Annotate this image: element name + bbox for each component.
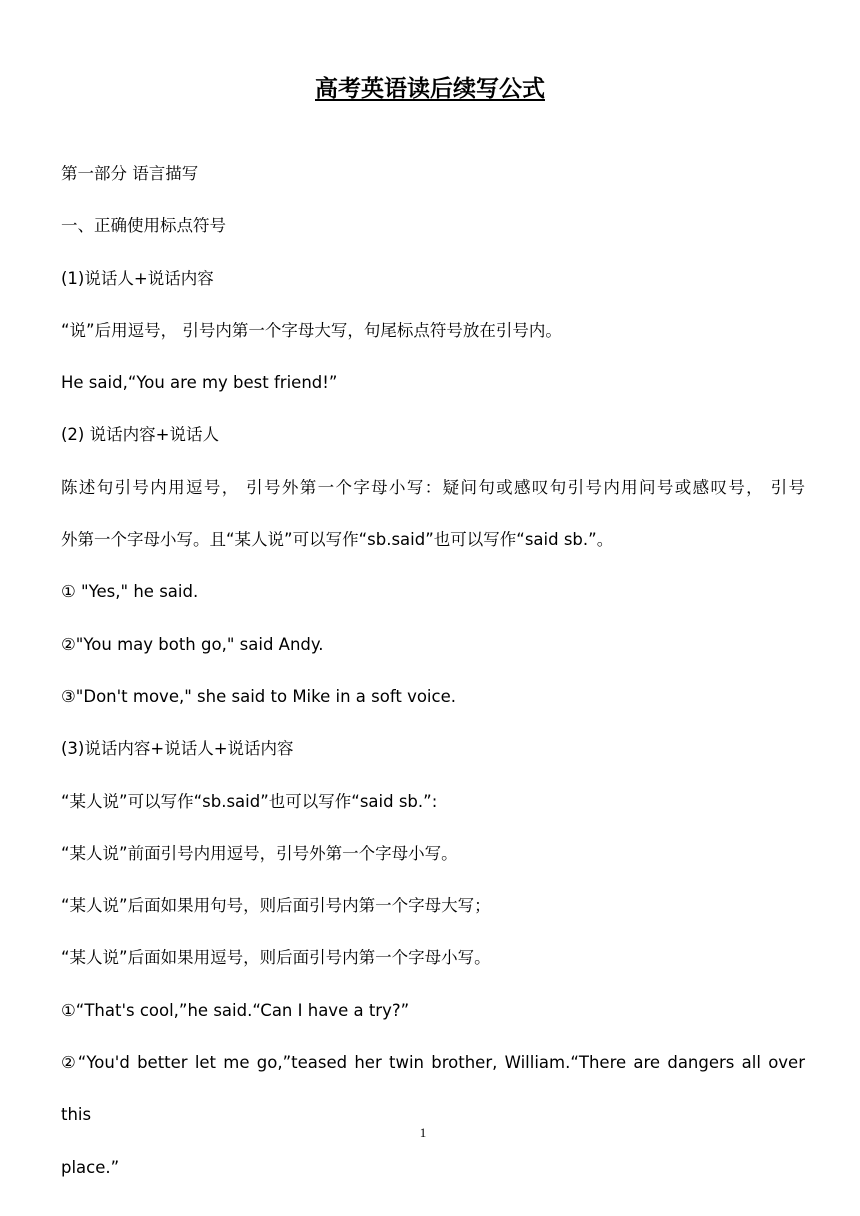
example-line: ①“That's cool,”he said.“Can I have a try?” bbox=[61, 1000, 410, 1020]
rule-text: 外第一个字母小写。且“某人说”可以写作“sb.said”也可以写作“said sb.”。 bbox=[61, 530, 614, 550]
document-body bbox=[61, 148, 805, 1194]
rule-text: “某人说”后面如果用逗号，则后面引号内第一个字母小写。 bbox=[61, 948, 491, 968]
subsection-heading: 一、正确使用标点符号 bbox=[61, 216, 226, 236]
rule-text: “某人说”可以写作“sb.said”也可以写作“said sb.”: bbox=[61, 791, 438, 811]
example-line: ②"You may both go," said Andy. bbox=[61, 634, 324, 654]
rule-text: 陈述句引号内用逗号， 引号外第一个字母小写：疑问句或感叹句引号内用问号或感叹号， 引号 bbox=[61, 477, 805, 497]
rule-heading-2: (2) 说话内容+说话人 bbox=[61, 425, 219, 445]
page-number: 1 bbox=[419, 1125, 427, 1140]
rule-text: “某人说”前面引号内用逗号，引号外第一个字母小写。 bbox=[61, 843, 458, 863]
example-line: place.” bbox=[61, 1157, 120, 1177]
example-line: ① "Yes," he said. bbox=[61, 582, 199, 602]
example-line: ②“You'd better let me go,”teased her twin brother, William.“There are dangers all over this bbox=[61, 1053, 805, 1125]
rule-heading-3: (3)说话内容+说话人+说话内容 bbox=[61, 739, 294, 759]
section-heading: 第一部分 语言描写 bbox=[61, 164, 199, 183]
page-title: 高考英语读后续写公式 bbox=[315, 76, 545, 102]
example-line: ③"Don't move," she said to Mike in a soft voice. bbox=[61, 686, 456, 706]
rule-text: “说”后用逗号， 引号内第一个字母大写，句尾标点符号放在引号内。 bbox=[61, 320, 562, 340]
example-line: He said,“You are my best friend!” bbox=[61, 373, 338, 393]
rule-heading-1: (1)说话人+说话内容 bbox=[61, 268, 214, 288]
rule-text: “某人说”后面如果用句号，则后面引号内第一个字母大写； bbox=[61, 896, 491, 916]
